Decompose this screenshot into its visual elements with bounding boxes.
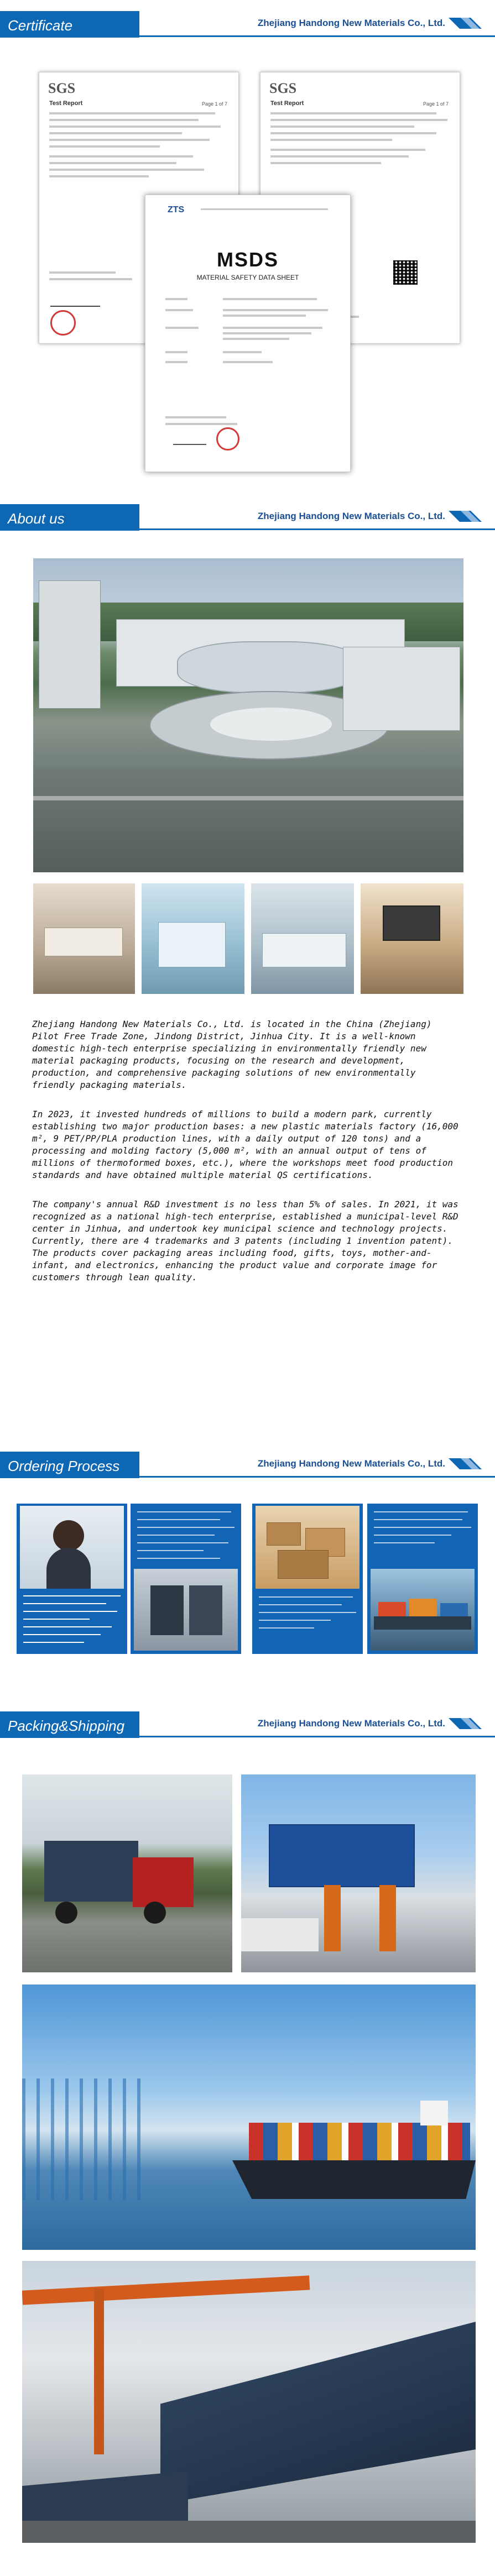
about-description xyxy=(32,1018,463,1301)
qr-code xyxy=(393,260,418,285)
order-step-confirm xyxy=(131,1504,241,1654)
handshake-icon xyxy=(134,1569,238,1651)
report-page: Page 1 of 7 xyxy=(423,101,449,107)
order-step-inquiry xyxy=(17,1504,127,1654)
divider xyxy=(139,528,495,530)
about-paragraph: Zhejiang Handong New Materials Co., Ltd. is located in the China (Zhejiang) Pilot Free Trade Zone, Jindong District, Jinhua City. It is a well-known domestic high-tech enterprise specializing in environmentally friendly new material packaging products, focusing on the research and development, production, and comprehensive packaging solutions of new environmentally friendly packaging materials. xyxy=(32,1019,432,1090)
section-title: Certificate xyxy=(8,17,73,34)
zts-logo: ZTS xyxy=(168,205,185,214)
divider xyxy=(139,1736,495,1737)
about-paragraph: In 2023, it invested hundreds of millions to build a modern park, currently establishing two major production bases: a new plastic materials factory (16,000 m², 9 PET/PP/PLA production lines, with a daily output of 120 tons) and a processing and molding factory (5,000 m², with an annual output of tens of millions of thermoformed boxes, etc.), where the workshops meet food production standards and have obtained multiple material QS certifications. xyxy=(32,1109,458,1180)
section-title: About us xyxy=(8,510,65,527)
section-tab xyxy=(0,504,139,531)
workshop-photo xyxy=(251,883,354,994)
showroom-photo xyxy=(361,883,463,994)
company-name: Zhejiang Handong New Materials Co., Ltd. xyxy=(257,511,445,521)
sgs-logo: SGS xyxy=(269,80,297,96)
section-tab xyxy=(0,1452,139,1478)
red-stamp xyxy=(216,427,239,451)
company-name: Zhejiang Handong New Materials Co., Ltd. xyxy=(257,1458,445,1469)
factory-aerial-photo xyxy=(33,558,463,872)
report-title: Test Report xyxy=(49,100,83,107)
order-step-shipping xyxy=(367,1504,478,1654)
company-name: Zhejiang Handong New Materials Co., Ltd. xyxy=(257,1718,445,1729)
arrow-chevron-icon xyxy=(449,1456,485,1474)
arrow-chevron-icon xyxy=(449,509,485,526)
arrow-chevron-icon xyxy=(449,1716,485,1734)
warehouse-icon xyxy=(256,1506,359,1589)
section-header-certificate xyxy=(0,11,495,38)
divider xyxy=(139,1476,495,1478)
section-tab xyxy=(0,1711,139,1738)
sgs-logo: SGS xyxy=(48,80,76,96)
divider xyxy=(139,35,495,37)
report-title: Test Report xyxy=(270,100,304,107)
order-step-production xyxy=(252,1504,363,1654)
section-header-about xyxy=(0,504,495,531)
section-header-ordering xyxy=(0,1452,495,1478)
container-ship-icon xyxy=(371,1569,475,1651)
section-header-packing xyxy=(0,1711,495,1738)
red-stamp xyxy=(50,310,76,336)
call-center-icon xyxy=(20,1506,124,1589)
section-title: Ordering Process xyxy=(8,1458,120,1474)
report-page: Page 1 of 7 xyxy=(201,101,227,107)
about-paragraph: The company's annual R&D investment is no less than 5% of sales. In 2021, it was recognized as a national high-tech enterprise, established a municipal-level R&D center in Jinhua, and undertook key municipal science and technology projects. Currently, there are 4 trademarks and 3 patents (including 1 invention patent). The products cover packaging areas including food, gifts, toys, mother-and-infant, and electronics, enhancing the product value and corporate image for customers through lean quality. xyxy=(32,1199,458,1282)
arrow-chevron-icon xyxy=(449,15,485,33)
truck-photo xyxy=(22,1774,232,1972)
signature xyxy=(173,432,206,445)
office-photo xyxy=(33,883,135,994)
msds-title: MSDS xyxy=(216,248,279,271)
railway-express-photo xyxy=(22,2261,476,2543)
msds-subtitle: MATERIAL SAFETY DATA SHEET xyxy=(196,274,299,281)
section-title: Packing&Shipping xyxy=(8,1718,125,1734)
section-tab xyxy=(0,11,139,38)
msds-certificate xyxy=(145,195,351,472)
signature xyxy=(50,294,100,307)
cargo-ship-photo xyxy=(22,1985,476,2250)
company-name: Zhejiang Handong New Materials Co., Ltd. xyxy=(257,18,445,28)
lab-photo xyxy=(142,883,244,994)
port-container-photo xyxy=(241,1774,476,1972)
